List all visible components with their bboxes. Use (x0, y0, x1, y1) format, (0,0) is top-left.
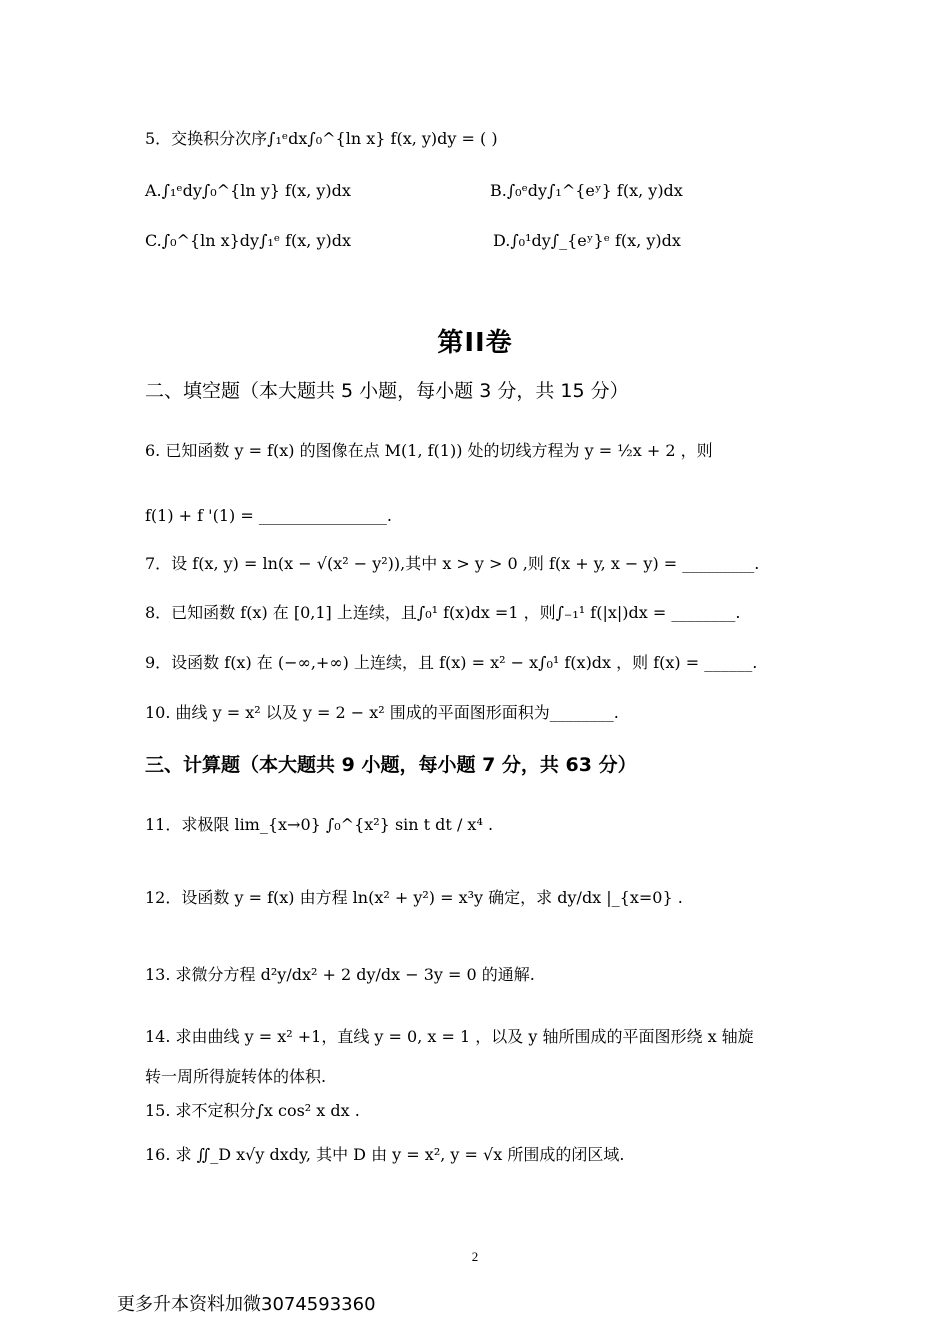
option-d-text: D.∫₀¹dy∫_{eʸ}ᵉ f(x, y)dx (493, 231, 681, 250)
question-5-option-a (145, 180, 351, 202)
question-13: 13. 求微分方程 d²y/dx² + 2 dy/dx − 3y = 0 的通解. (145, 965, 535, 984)
question-5-option-b (490, 180, 683, 202)
question-10: 10. 曲线 y = x² 以及 y = 2 − x² 围成的平面图形面积为________. (145, 703, 619, 722)
question-5-stem-text: 5．交换积分次序∫₁ᵉdx∫₀^{ln x} f(x, y)dy = ( ) (145, 129, 498, 148)
option-c-text: C.∫₀^{ln x}dy∫₁ᵉ f(x, y)dx (145, 231, 352, 250)
footer-promo-text: 更多升本资料加微3074593360 (117, 1294, 376, 1315)
question-7: 7．设 f(x, y) = ln(x − √(x² − y²)),其中 x > y > 0 ,则 f(x + y, x − y) = _________. (145, 554, 760, 573)
question-14-line1: 14. 求由曲线 y = x² +1，直线 y = 0, x = 1 ，以及 y 轴所围成的平面图形绕 x 轴旋 (145, 1027, 754, 1046)
section-3-heading: 三、计算题（本大题共 9 小题，每小题 7 分，共 63 分） (145, 754, 637, 776)
question-5-stem (145, 128, 498, 150)
question-12: 12．设函数 y = f(x) 由方程 ln(x² + y²) = x³y 确定，求 dy/dx |_{x=0} . (145, 888, 683, 907)
part-2-title: 第II卷 (437, 328, 513, 358)
question-5-option-d (493, 230, 681, 252)
section-2-heading: 二、填空题（本大题共 5 小题，每小题 3 分，共 15 分） (145, 380, 629, 402)
question-8: 8．已知函数 f(x) 在 [0,1] 上连续，且∫₀¹ f(x)dx =1 ，则∫₋₁¹ f(|x|)dx = ________. (145, 603, 741, 622)
question-6-line2: f(1) + f '(1) = ________________. (145, 506, 392, 525)
question-11: 11．求极限 lim_{x→0} ∫₀^{x²} sin t dt / x⁴ . (145, 815, 494, 834)
question-9: 9．设函数 f(x) 在 (−∞,+∞) 上连续，且 f(x) = x² − x∫₀¹ f(x)dx ，则 f(x) = ______. (145, 653, 758, 672)
option-b-text: B.∫₀ᵉdy∫₁^{eʸ} f(x, y)dx (490, 181, 683, 200)
question-14-line2: 转一周所得旋转体的体积. (145, 1067, 327, 1086)
page-number: 2 (471, 1249, 479, 1264)
question-15: 15. 求不定积分∫x cos² x dx . (145, 1101, 360, 1120)
option-a-text: A.∫₁ᵉdy∫₀^{ln y} f(x, y)dx (145, 181, 351, 200)
question-16: 16. 求 ∬_D x√y dxdy, 其中 D 由 y = x², y = √x 所围成的闭区域. (145, 1145, 625, 1164)
question-6-line1: 6. 已知函数 y = f(x) 的图像在点 M(1, f(1)) 处的切线方程为 y = ½x + 2 ，则 (145, 441, 713, 460)
question-5-option-c (145, 230, 351, 252)
